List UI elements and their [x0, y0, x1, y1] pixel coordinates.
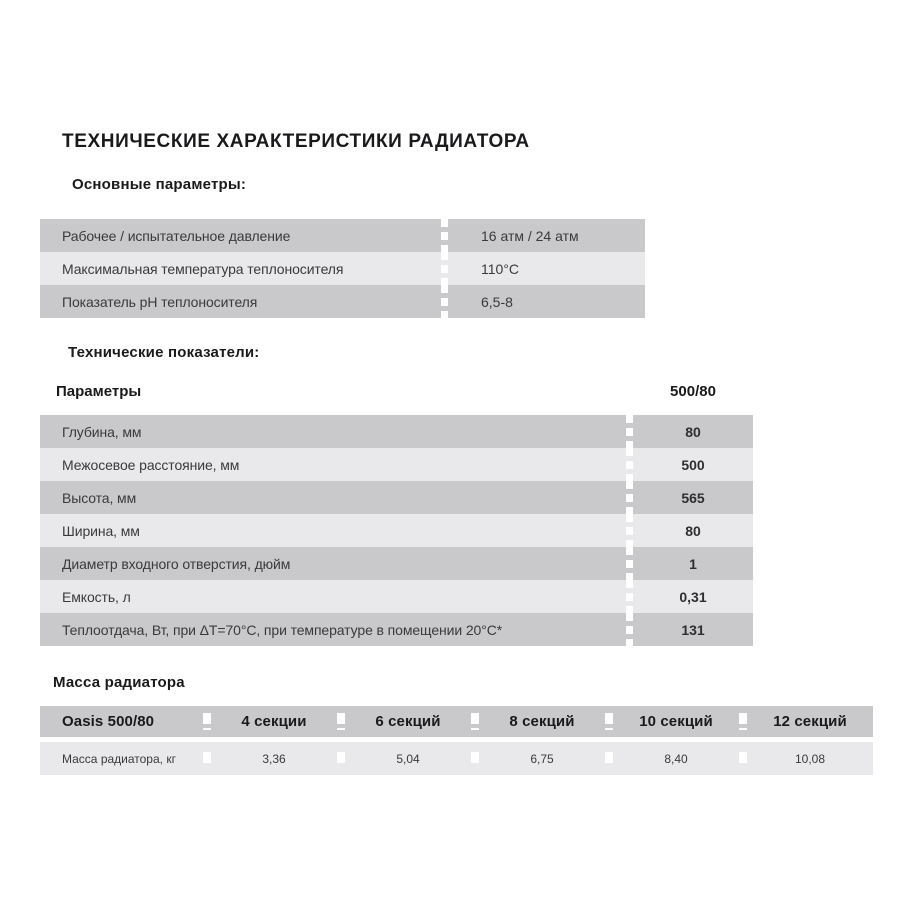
mass-header-cell [605, 713, 739, 730]
table-row [40, 613, 753, 646]
param-value-cell: 6,5-8 [481, 293, 513, 310]
mass-value: 3,36 [262, 751, 286, 766]
mass-header-label: 8 секций [509, 713, 575, 730]
tech-table-column-header [40, 383, 753, 400]
table-row [40, 285, 645, 318]
param-label-cell: Высота, мм [62, 489, 137, 506]
dashed-column-divider [605, 752, 613, 766]
table-row [40, 219, 645, 252]
mass-value-cell [203, 752, 337, 766]
mass-value: 10,08 [794, 751, 826, 766]
page-title: ТЕХНИЧЕСКИЕ ХАРАКТЕРИСТИКИ РАДИАТОРА [62, 131, 530, 152]
tech-params-table [40, 415, 753, 646]
dashed-column-divider [626, 415, 633, 448]
param-label-cell: Показатель pH теплоносителя [62, 293, 258, 310]
section-heading-mass: Масса радиатора [53, 674, 185, 691]
mass-value: 6,75 [530, 751, 554, 766]
dashed-column-divider [626, 580, 633, 613]
dashed-column-divider [337, 752, 345, 766]
table-row [40, 415, 753, 448]
table-row [40, 580, 753, 613]
dashed-column-divider [739, 752, 747, 766]
section-heading-basic-params: Основные параметры: [72, 176, 247, 193]
basic-params-table [40, 219, 645, 318]
param-label-cell: Максимальная температура теплоносителя [62, 260, 344, 277]
mass-value-cell [471, 752, 605, 766]
dashed-column-divider [471, 752, 479, 766]
mass-header-label: 12 секций [773, 713, 847, 730]
mass-row-label-cell: Масса радиатора, кг [62, 751, 176, 766]
param-value-cell: 16 атм / 24 атм [481, 227, 579, 244]
table-row [40, 252, 645, 285]
param-value-cell: 110°C [481, 260, 520, 277]
table-row [40, 547, 753, 580]
dashed-column-divider [605, 713, 613, 730]
table-row [40, 514, 753, 547]
dashed-column-divider [203, 713, 211, 730]
param-label-cell: Емкость, л [62, 588, 131, 605]
dashed-column-divider [441, 285, 448, 318]
mass-value-cell [739, 752, 873, 766]
mass-header-cell [471, 713, 605, 730]
column-header-model: 500/80 [670, 383, 716, 400]
dashed-column-divider [626, 613, 633, 646]
column-header-parameters: Параметры [56, 383, 142, 400]
param-label-cell: Ширина, мм [62, 522, 140, 539]
param-label-cell: Глубина, мм [62, 423, 142, 440]
dashed-column-divider [337, 713, 345, 730]
param-label-cell: Теплоотдача, Вт, при ΔT=70°C, при температуре в помещении 20°C* [62, 621, 503, 638]
param-value-cell: 80 [685, 423, 701, 440]
dashed-column-divider [203, 752, 211, 766]
mass-header-cell [739, 713, 873, 730]
param-value-cell: 131 [681, 621, 705, 638]
mass-header-model-cell: Oasis 500/80 [62, 713, 155, 730]
dashed-column-divider [739, 713, 747, 730]
mass-table-data-row [40, 742, 873, 775]
mass-header-cell [337, 713, 471, 730]
table-row [40, 448, 753, 481]
param-label-cell: Рабочее / испытательное давление [62, 227, 291, 244]
dashed-column-divider [626, 448, 633, 481]
dashed-column-divider [471, 713, 479, 730]
mass-table-header-row [40, 706, 873, 737]
dashed-column-divider [626, 481, 633, 514]
dashed-column-divider [441, 252, 448, 285]
mass-value: 8,40 [664, 751, 688, 766]
param-value-cell: 80 [685, 522, 701, 539]
param-value-cell: 0,31 [679, 588, 707, 605]
section-heading-tech-params: Технические показатели: [68, 344, 260, 361]
dashed-column-divider [441, 219, 448, 252]
param-value-cell: 1 [689, 555, 697, 572]
param-value-cell: 500 [681, 456, 705, 473]
mass-value: 5,04 [396, 751, 420, 766]
mass-header-label: 10 секций [639, 713, 713, 730]
mass-table [40, 706, 873, 775]
mass-value-cell [605, 752, 739, 766]
table-row [40, 481, 753, 514]
param-value-cell: 565 [681, 489, 705, 506]
mass-header-cell [203, 713, 337, 730]
dashed-column-divider [626, 514, 633, 547]
mass-header-label: 6 секций [375, 713, 441, 730]
param-label-cell: Диаметр входного отверстия, дюйм [62, 555, 291, 572]
mass-header-label: 4 секции [241, 713, 307, 730]
mass-value-cell [337, 752, 471, 766]
param-label-cell: Межосевое расстояние, мм [62, 456, 240, 473]
dashed-column-divider [626, 547, 633, 580]
